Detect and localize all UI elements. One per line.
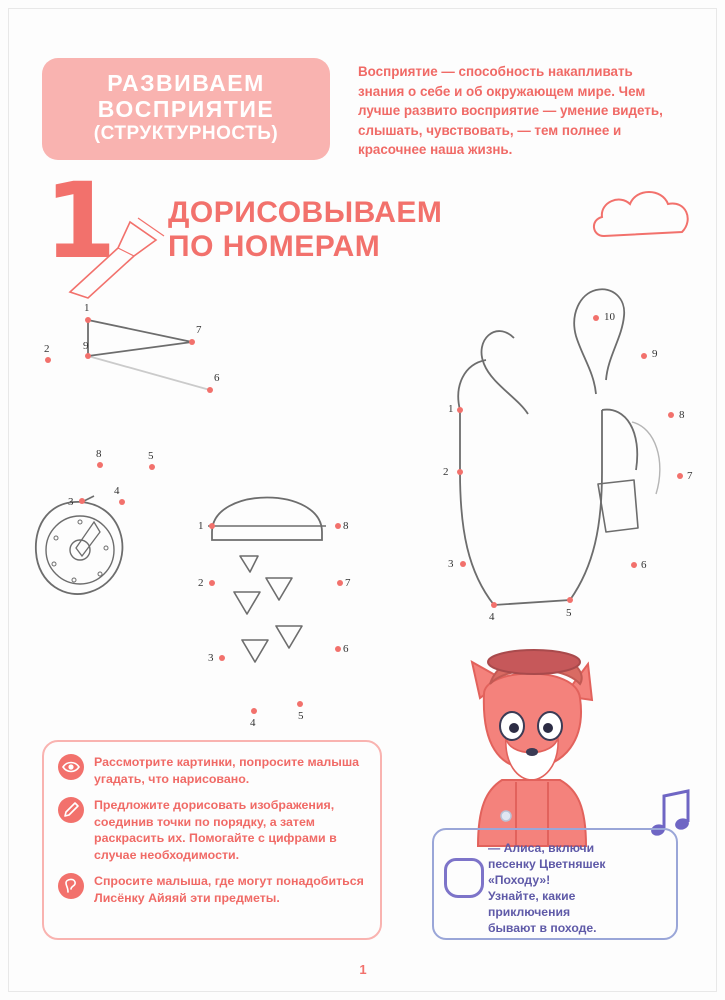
tip-item <box>58 754 366 787</box>
alice-text-line-1: — Алиса, включи <box>488 841 595 855</box>
dot-marker <box>297 701 303 707</box>
dot-number-label: 3 <box>448 558 454 570</box>
dot-marker <box>45 357 51 363</box>
dot-marker <box>251 708 257 714</box>
dot-number-label: 4 <box>489 611 495 623</box>
dot-number-label: 7 <box>196 324 202 336</box>
dot-marker <box>337 580 343 586</box>
dot-number-label: 8 <box>343 520 349 532</box>
dot-number-label: 6 <box>343 643 349 655</box>
dot-marker <box>119 499 125 505</box>
dot-number-label: 5 <box>566 607 572 619</box>
dot-number-label: 1 <box>198 520 204 532</box>
alice-text-line-4: Узнайте, какие <box>488 889 576 903</box>
alice-callout <box>432 828 678 940</box>
dot-number-label: 8 <box>679 409 685 421</box>
dots-layer <box>0 280 725 740</box>
dot-number-label: 2 <box>443 466 449 478</box>
dot-to-dot-area <box>0 280 725 740</box>
dot-number-label: 9 <box>83 340 89 352</box>
dot-marker <box>335 646 341 652</box>
dot-number-label: 4 <box>114 485 120 497</box>
dot-number-label: 7 <box>687 470 693 482</box>
dot-number-label: 2 <box>198 577 204 589</box>
dot-marker <box>668 412 674 418</box>
dot-marker <box>209 580 215 586</box>
tip-item <box>58 797 366 863</box>
alice-text <box>488 840 664 936</box>
dot-marker <box>593 315 599 321</box>
dot-number-label: 6 <box>641 559 647 571</box>
tip-item <box>58 873 366 906</box>
task-number: 1 <box>44 160 117 282</box>
alice-text-line-5: приключения <box>488 905 571 919</box>
dot-number-label: 3 <box>208 652 214 664</box>
tip-text: Предложите дорисовать изображения, соединив точки по порядку, а затем раскрасить их. Помогайте с цифрами в случае необходимости. <box>94 798 337 862</box>
dot-number-label: 1 <box>84 302 90 314</box>
dot-marker <box>457 469 463 475</box>
dot-marker <box>209 523 215 529</box>
section-banner <box>42 58 330 160</box>
alice-speaker-icon <box>444 858 484 898</box>
dot-marker <box>189 339 195 345</box>
banner-line-3: (СТРУКТУРНОСТЬ) <box>93 123 279 144</box>
tips-block <box>42 740 382 940</box>
dot-number-label: 6 <box>214 372 220 384</box>
fox-mascot <box>446 640 616 850</box>
alice-text-line-3: «Походу»! <box>488 873 551 887</box>
task-title-line-1: ДОРИСОВЫВАЕМ <box>168 196 443 229</box>
alice-text-line-2: песенку Цветняшек <box>488 857 606 871</box>
alice-text-line-6: бывают в походе. <box>488 921 597 935</box>
intro-paragraph: Восприятие — способность накапливать знания о себе и об окружающем мире. Чем лучше развито восприятие — умение видеть, слышать, чувствовать, — тем полнее и красочнее наша жизнь. <box>358 64 663 157</box>
dot-number-label: 4 <box>250 717 256 729</box>
ear-icon <box>58 873 84 899</box>
dot-marker <box>567 597 573 603</box>
dot-number-label: 10 <box>604 311 615 323</box>
dot-marker <box>631 562 637 568</box>
dot-marker <box>491 602 497 608</box>
task-title <box>168 196 588 264</box>
dot-marker <box>460 561 466 567</box>
dot-marker <box>335 523 341 529</box>
dot-marker <box>207 387 213 393</box>
dot-marker <box>85 317 91 323</box>
dot-number-label: 2 <box>44 343 50 355</box>
banner-line-1: РАЗВИВАЕМ <box>107 70 265 96</box>
dot-number-label: 7 <box>345 577 351 589</box>
dot-marker <box>79 498 85 504</box>
tip-text: Спросите малыша, где могут понадобиться Лисёнку Айяяй эти предметы. <box>94 874 364 905</box>
cloud-icon <box>588 180 698 250</box>
dot-marker <box>641 353 647 359</box>
dot-number-label: 8 <box>96 448 102 460</box>
dot-number-label: 9 <box>652 348 658 360</box>
dot-number-label: 5 <box>298 710 304 722</box>
task-title-line-2: ПО НОМЕРАМ <box>168 230 381 263</box>
dot-number-label: 1 <box>448 403 454 415</box>
page-number: 1 <box>359 962 367 977</box>
dot-marker <box>97 462 103 468</box>
dot-number-label: 5 <box>148 450 154 462</box>
banner-line-2: ВОСПРИЯТИЕ <box>97 96 275 122</box>
dot-marker <box>219 655 225 661</box>
tip-text: Рассмотрите картинки, попросите малыша угадать, что нарисовано. <box>94 755 360 786</box>
dot-marker <box>677 473 683 479</box>
dot-marker <box>457 407 463 413</box>
dot-marker <box>85 353 91 359</box>
dot-marker <box>149 464 155 470</box>
dot-number-label: 3 <box>68 496 74 508</box>
brush-icon <box>58 797 84 823</box>
eye-icon <box>58 754 84 780</box>
